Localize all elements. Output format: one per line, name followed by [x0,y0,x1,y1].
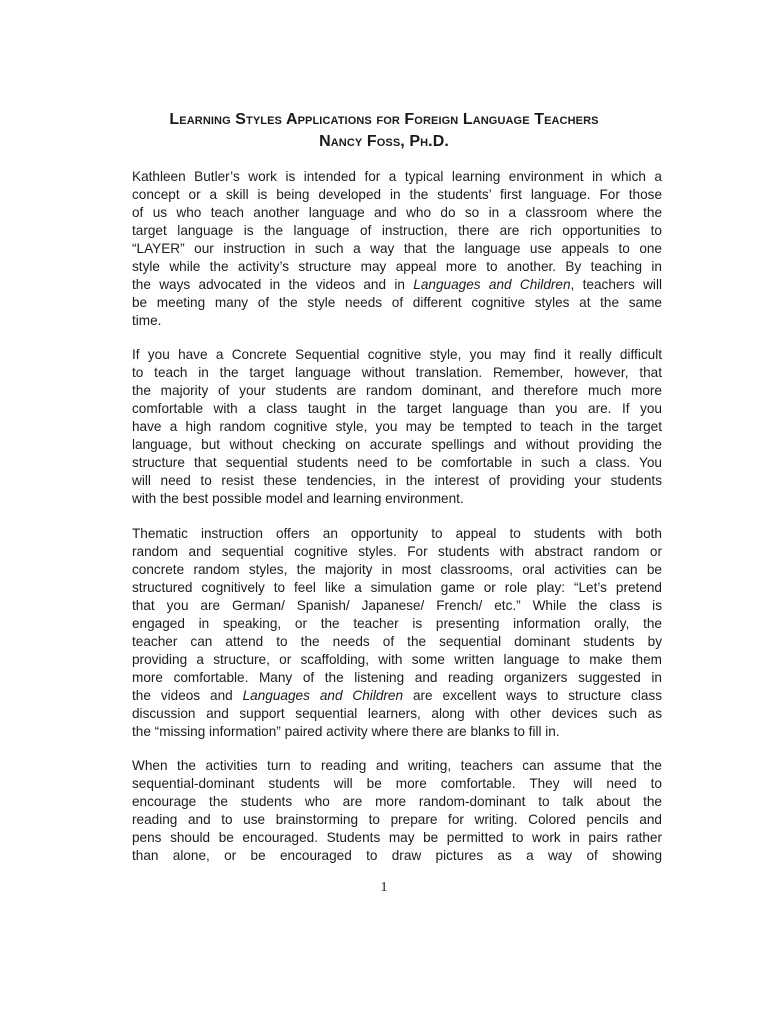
text-line: teacher can attend to the needs of the sequential dominant students by [132,634,662,649]
text-line: structured cognitively to feel like a simulation game or role play: “Let’s pretend [132,580,662,595]
book-title: Languages and Children [413,277,571,292]
text-line: concrete random styles, the majority in most classrooms, oral activities can be [132,562,662,577]
text-line: “LAYER” our instruction in such a way that the language use appeals to one [132,241,662,256]
paragraph-2 [132,346,662,508]
text-line: that you are German/ Spanish/ Japanese/ French/ etc.” While the class is [132,598,662,613]
text-line: random and sequential cognitive styles. For students with abstract random or [132,544,662,559]
text-line: be meeting many of the style needs of different cognitive styles at the same [132,295,662,310]
text-line: concept or a skill is being developed in the students’ first language. For those [132,187,662,202]
text-segment: are excellent ways to structure class [403,688,663,703]
text-line: the majority of your students are random dominant, and therefore much more [132,383,662,398]
text-line: time. [132,313,162,328]
text-line: Thematic instruction offers an opportunity to appeal to students with both [132,526,662,541]
text-line: to teach in the target language without translation. Remember, however, that [132,365,662,380]
text-line [132,687,662,705]
document-author: Nancy Foss, Ph.D. [319,133,449,150]
text-line: If you have a Concrete Sequential cognitive style, you may find it really difficult [132,347,662,362]
text-line: more comfortable. Many of the listening and reading organizers suggested in [132,670,662,685]
text-line: than alone, or be encouraged to draw pictures as a way of showing [132,848,662,863]
text-line: language, but without checking on accurate spellings and without providing the [132,437,662,452]
text-line: encourage the students who are more random-dominant to talk about the [132,794,662,809]
text-line: reading and to use brainstorming to prepare for writing. Colored pencils and [132,812,662,827]
text-line: pens should be encouraged. Students may be permitted to work in pairs rather [132,830,662,845]
text-line: When the activities turn to reading and writing, teachers can assume that the [132,758,662,773]
text-line: of us who teach another language and who do so in a classroom where the [132,205,662,220]
text-line: sequential-dominant students will be more comfortable. They will need to [132,776,662,791]
paragraph-4 [132,757,662,865]
paragraph-3 [132,525,662,741]
page-number: 1 [380,880,388,895]
text-line: discussion and support sequential learners, along with other devices such as [132,706,662,721]
text-line: engaged in speaking, or the teacher is presenting information orally, the [132,616,662,631]
text-line: target language is the language of instruction, there are rich opportunities to [132,223,662,238]
text-line: with the best possible model and learning environment. [132,491,464,506]
text-line: providing a structure, or scaffolding, with some written language to make them [132,652,662,667]
text-line: will need to resist these tendencies, in the interest of providing your students [132,473,662,488]
text-line [132,276,662,294]
text-line: have a high random cognitive style, you may be tempted to teach in the target [132,419,662,434]
document-title: Learning Styles Applications for Foreign Language Teachers [169,111,599,128]
paragraph-1 [132,168,662,330]
text-line: Kathleen Butler’s work is intended for a typical learning environment in which a [132,169,662,184]
text-segment: the videos and [132,688,243,703]
text-segment: the ways advocated in the videos and in [132,277,414,292]
book-title: Languages and Children [242,688,404,703]
text-line: the “missing information” paired activity where there are blanks to fill in. [132,724,560,739]
text-line: structure that sequential students need to be comfortable in such a class. You [132,455,662,470]
text-segment: , teachers will [570,277,662,292]
text-line: comfortable with a class taught in the target language than you are. If you [132,401,662,416]
text-line: style while the activity’s structure may appeal more to another. By teaching in [132,259,662,274]
